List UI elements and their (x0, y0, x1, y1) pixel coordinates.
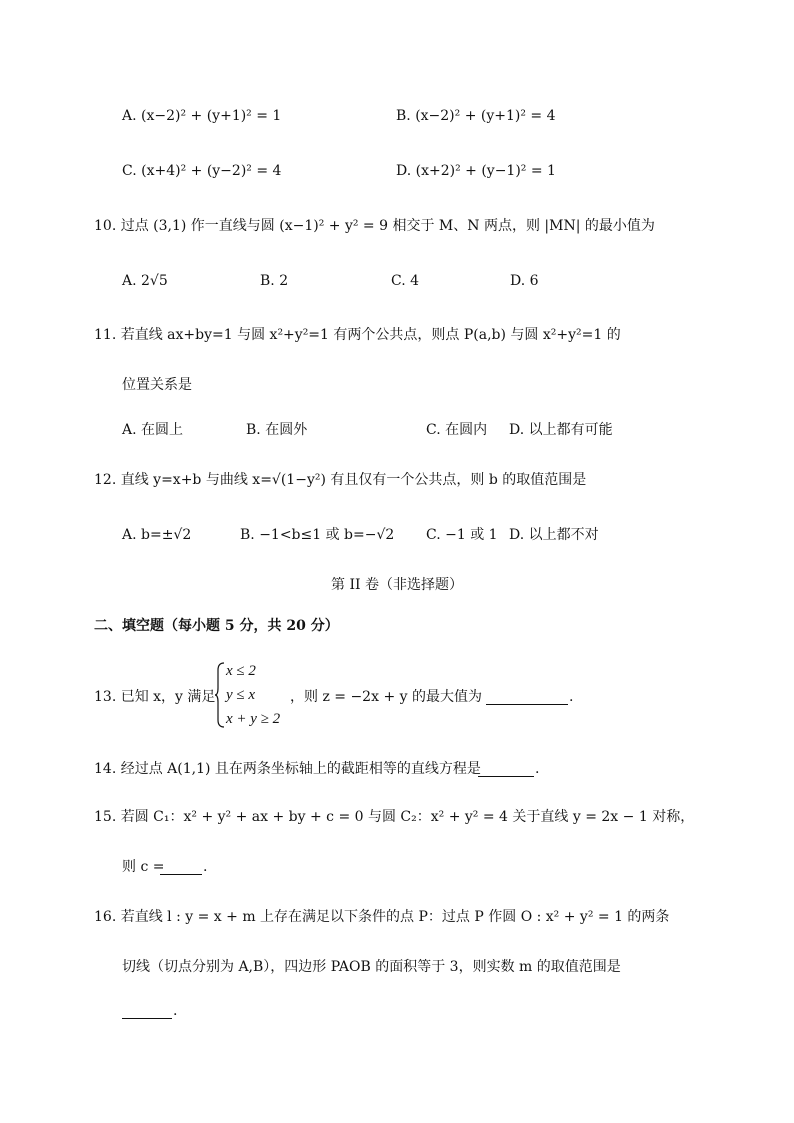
q16-period: . (173, 1003, 178, 1019)
q16-line1: 16. 若直线 l : y = x + m 上存在满足以下条件的点 P：过点 P 作圆 O : x² + y² = 1 的两条 (94, 909, 670, 925)
q11-stem-line1: 11. 若直线 ax+by=1 与圆 x²+y²=1 有两个公共点，则点 P(a,b) 与圆 x²+y²=1 的 (94, 327, 621, 343)
q14-stem: 14. 经过点 A(1,1) 且在两条坐标轴上的截距相等的直线方程是 (94, 761, 481, 777)
part-two-title: 第 II 卷（非选择题） (331, 577, 463, 593)
q11-stem-line2: 位置关系是 (122, 377, 192, 393)
q16-line2: 切线（切点分别为 A,B），四边形 PAOB 的面积等于 3，则实数 m 的取值范围是 (122, 959, 621, 975)
q12-stem: 12. 直线 y=x+b 与曲线 x=√(1−y²) 有且仅有一个公共点，则 b 的取值范围是 (94, 472, 587, 488)
q11-option-c: C. 在圆内 (426, 422, 488, 438)
q10-stem: 10. 过点 (3,1) 作一直线与圆 (x−1)² + y² = 9 相交于 M、N 两点，则 |MN| 的最小值为 (94, 218, 655, 234)
q15-period: . (203, 859, 208, 875)
q13-suffix: ，则 z = −2x + y 的最大值为 (290, 689, 482, 705)
q13-answer-blank (486, 690, 568, 705)
q10-option-c: C. 4 (391, 273, 420, 289)
q13-constraint-2: y ≤ x (226, 687, 256, 703)
q13-constraint-3: x + y ≥ 2 (226, 711, 281, 727)
q11-option-b: B. 在圆外 (246, 422, 308, 438)
q10-option-b: B. 2 (260, 273, 289, 289)
q11-option-d: D. 以上都有可能 (509, 422, 613, 438)
q13-prefix: 13. 已知 x，y 满足 (94, 689, 216, 705)
q15-line2: 则 c = (122, 859, 165, 875)
q16-answer-blank (122, 1004, 172, 1019)
q9-option-d: D. (x+2)² + (y−1)² = 1 (396, 163, 556, 179)
q13-period: . (569, 689, 574, 705)
q13-brace-icon (214, 662, 226, 728)
q12-option-d: D. 以上都不对 (509, 527, 599, 543)
q14-period: . (535, 761, 540, 777)
q9-option-a: A. (x−2)² + (y+1)² = 1 (122, 108, 282, 124)
q12-option-b: B. −1<b≤1 或 b=−√2 (240, 527, 395, 543)
q12-option-c: C. −1 或 1 (426, 527, 498, 543)
q10-option-a: A. 2√5 (122, 273, 168, 289)
q12-option-a: A. b=±√2 (122, 527, 192, 543)
q11-option-a: A. 在圆上 (122, 422, 184, 438)
section-heading-fill-in: 二、填空题（每小题 5 分，共 20 分） (94, 618, 339, 634)
q15-stem: 15. 若圆 C₁：x² + y² + ax + by + c = 0 与圆 C₂：x² + y² = 4 关于直线 y = 2x − 1 对称， (94, 809, 695, 825)
q10-option-d: D. 6 (510, 273, 539, 289)
q9-option-c: C. (x+4)² + (y−2)² = 4 (122, 163, 282, 179)
q15-answer-blank (160, 860, 202, 875)
q14-answer-blank (478, 762, 534, 777)
q13-constraint-1: x ≤ 2 (226, 663, 256, 679)
q9-option-b: B. (x−2)² + (y+1)² = 4 (396, 108, 556, 124)
